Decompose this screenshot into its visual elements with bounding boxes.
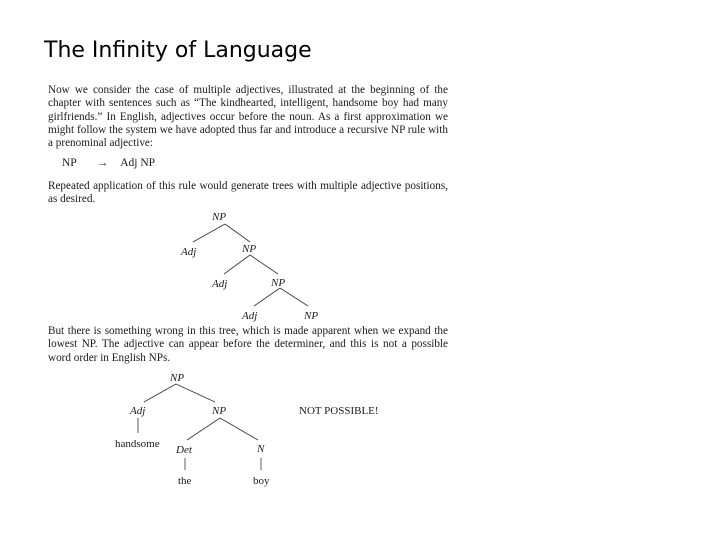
tree-node-np: NP [271,277,286,289]
tree-word-boy: boy [253,475,270,487]
slide-title: The Infinity of Language [44,38,312,63]
paragraph-intro: Now we consider the case of multiple adjectives, illustrated at the beginning of the chapter with sentences such as “The kindhearted, intelligent, handsome boy had many girlfriends.” In English, adjectives occur before the noun. As a first approximation we might follow the system we have adopted thus far and introduce a recursive NP rule with a prenominal adjective: [48,84,448,150]
tree-node-np: NP [212,211,227,223]
tree-node-n: N [257,443,265,455]
tree-node-adj: Adj [242,310,258,322]
tree-node-np: NP [212,405,227,417]
tree-node-adj: Adj [130,405,146,417]
not-possible-note: NOT POSSIBLE! [299,405,379,417]
paragraph-problem: But there is something wrong in this tree, which is made apparent when we expand the lowest NP. The adjective can appear before the determiner, and this is not a possible word order in English NPs. [48,325,448,364]
tree-branch [187,418,220,440]
tree-node-np: NP [242,243,257,255]
tree-branch [144,384,176,402]
tree-branch [176,384,215,402]
tree-node-det: Det [176,444,192,456]
rule-rhs: Adj NP [120,157,156,169]
tree-branch [220,418,258,440]
tree-word-the: the [178,475,192,487]
tree-node-np: NP [304,310,319,322]
paragraph-repeated-application: Repeated application of this rule would generate trees with multiple adjective positions, as desired. [48,180,448,206]
rule-arrow: → [96,157,109,169]
rule-lhs: NP [62,157,77,169]
tree-node-adj: Adj [181,246,197,258]
tree-word-handsome: handsome [115,438,160,450]
tree-node-adj: Adj [212,278,228,290]
tree-node-np: NP [170,372,185,384]
